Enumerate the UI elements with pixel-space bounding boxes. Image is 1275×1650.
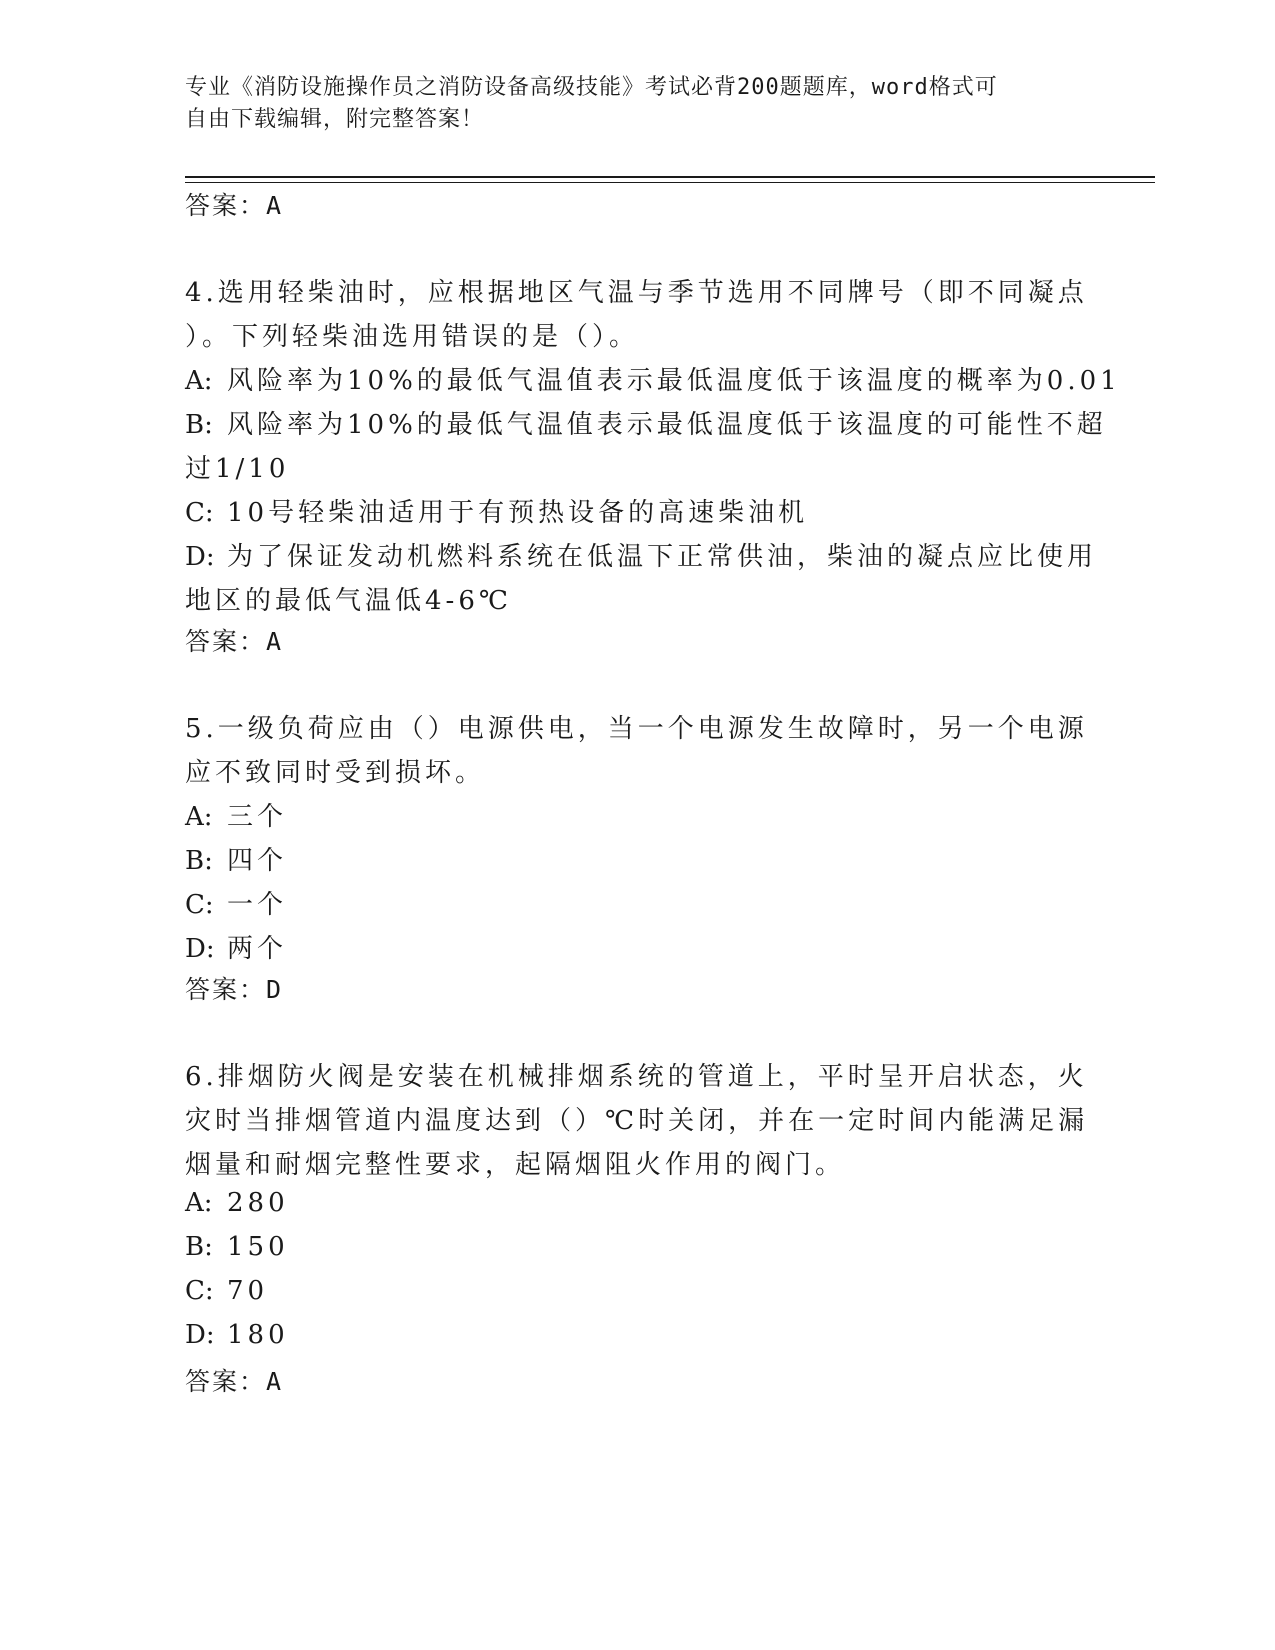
option-text: 为了保证发动机燃料系统在低温下正常供油，柴油的凝点应比使用 xyxy=(227,542,1098,572)
header-title-line-2: 自由下载编辑，附完整答案！ xyxy=(185,107,485,132)
option-text: 四个 xyxy=(227,846,288,876)
q5-option-d xyxy=(185,928,287,965)
q6-stem-line-1: 6.排烟防火阀是安装在机械排烟系统的管道上，平时呈开启状态，火 xyxy=(185,1062,1088,1092)
option-text: 150 xyxy=(227,1232,289,1262)
option-key: B: xyxy=(185,846,213,876)
q5-option-c xyxy=(185,884,287,921)
option-text: 一个 xyxy=(227,890,288,920)
header-divider-thin xyxy=(185,182,1155,183)
option-key: A: xyxy=(185,366,213,396)
header-divider-thick xyxy=(185,176,1155,178)
q4-option-d-continued: 地区的最低气温低4-6℃ xyxy=(185,586,512,616)
option-key: D: xyxy=(185,934,215,964)
q6-option-d xyxy=(185,1320,289,1350)
q5-stem-line-1: 5.一级负荷应由（）电源供电，当一个电源发生故障时，另一个电源 xyxy=(185,714,1088,744)
q6-option-a xyxy=(185,1188,289,1218)
option-text: 10号轻柴油适用于有预热设备的高速柴油机 xyxy=(227,498,809,528)
q5-answer: 答案：D xyxy=(185,975,284,1004)
q4-option-c xyxy=(185,492,808,529)
option-key: A: xyxy=(185,802,213,832)
q4-answer: 答案：A xyxy=(185,627,284,656)
option-text: 三个 xyxy=(227,802,288,832)
option-key: C: xyxy=(185,498,214,528)
option-key: B: xyxy=(185,1232,213,1262)
q3-answer: 答案：A xyxy=(185,191,284,220)
option-key: C: xyxy=(185,1276,214,1306)
option-text: 180 xyxy=(227,1320,289,1350)
q4-stem-line-1: 4.选用轻柴油时，应根据地区气温与季节选用不同牌号（即不同凝点 xyxy=(185,278,1088,308)
option-text: 两个 xyxy=(227,934,288,964)
option-text: 70 xyxy=(227,1276,269,1306)
option-key: D: xyxy=(185,1320,215,1350)
q4-option-b-continued: 过1/10 xyxy=(185,454,290,484)
q4-option-b xyxy=(185,404,1107,441)
q4-option-d xyxy=(185,536,1097,573)
q6-stem-line-3: 烟量和耐烟完整性要求，起隔烟阻火作用的阀门。 xyxy=(185,1150,846,1180)
q6-option-c xyxy=(185,1276,268,1306)
q6-stem-line-2: 灾时当排烟管道内温度达到（）℃时关闭，并在一定时间内能满足漏 xyxy=(185,1106,1089,1136)
page-header xyxy=(185,72,1065,136)
option-text: 280 xyxy=(227,1188,289,1218)
option-key: D: xyxy=(185,542,215,572)
q5-option-a xyxy=(185,796,287,833)
q6-answer: 答案：A xyxy=(185,1367,284,1396)
q6-option-b xyxy=(185,1232,289,1262)
header-title-line-1: 专业《消防设施操作员之消防设备高级技能》考试必背200题题库，word格式可 xyxy=(185,75,998,100)
option-key: B: xyxy=(185,410,213,440)
option-key: A: xyxy=(185,1188,213,1218)
q5-stem-line-2: 应不致同时受到损坏。 xyxy=(185,758,486,788)
option-text: 风险率为10%的最低气温值表示最低温度低于该温度的概率为0.01 xyxy=(227,366,1121,396)
option-text: 风险率为10%的最低气温值表示最低温度低于该温度的可能性不超 xyxy=(227,410,1107,440)
q4-stem-line-2: ）。下列轻柴油选用错误的是（）。 xyxy=(185,322,640,352)
q5-option-b xyxy=(185,840,287,877)
q4-option-a xyxy=(185,360,1121,397)
option-key: C: xyxy=(185,890,214,920)
